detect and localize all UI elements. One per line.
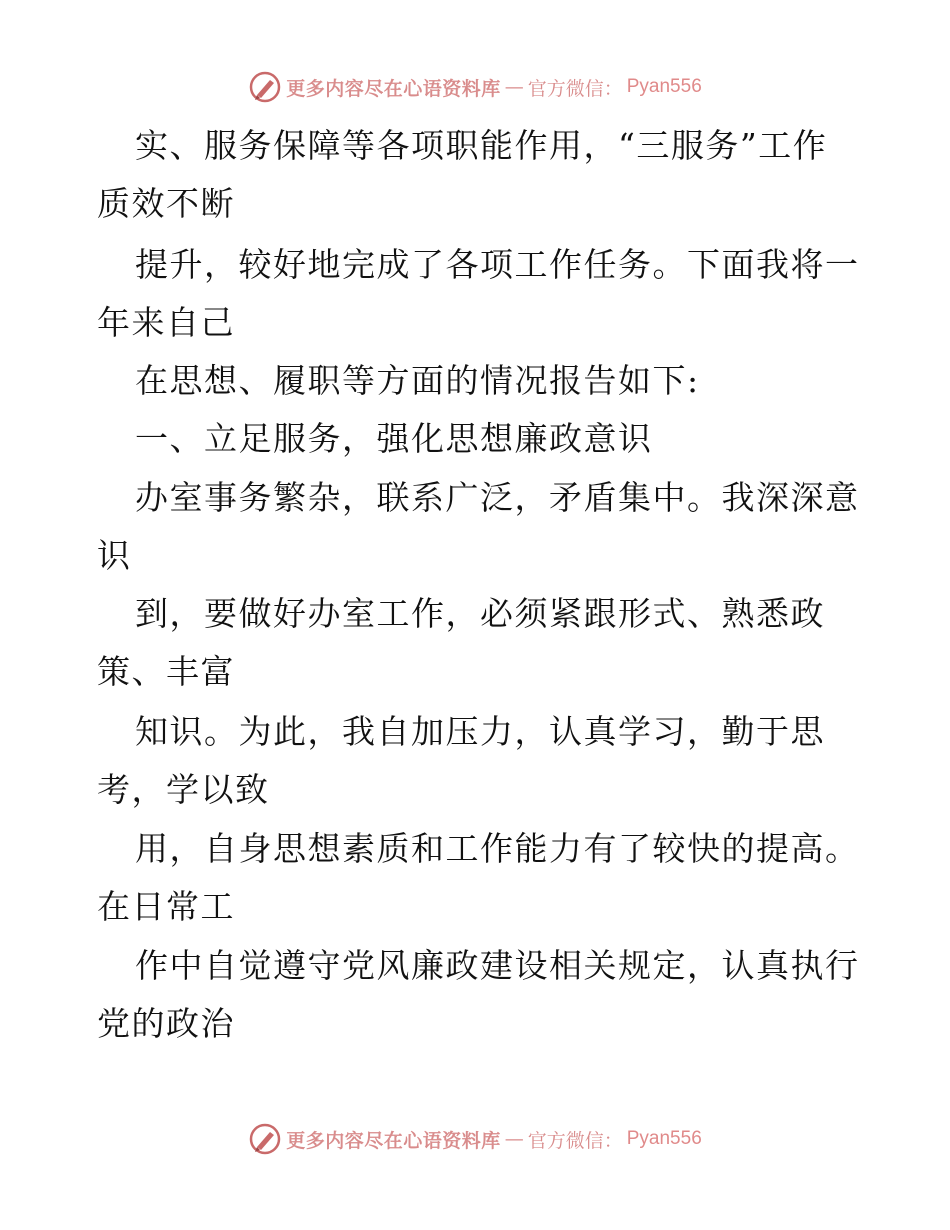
paragraph-line: 在思想、履职等方面的情况报告如下: [135,361,700,400]
banner-separator: — [504,76,524,98]
pen-logo-icon [248,70,282,104]
paragraph-line: 作中自觉遵守党风廉政建设相关规定，认真执行 [135,946,860,985]
paragraph-line: 用，自身思想素质和工作能力有了较快的提高。 [135,829,860,868]
paragraph-line: 党的政治 [97,1004,235,1043]
header-watermark-banner [0,70,950,104]
paragraph-line: 考，学以致 [97,770,270,809]
paragraph-line: 质效不断 [97,184,235,223]
pen-logo-icon [248,1122,282,1156]
paragraph-line: 在日常工 [97,887,235,926]
banner-brand-text: 更多内容尽在心语资料库 [286,1129,501,1152]
paragraph-line: 知识。为此，我自加压力，认真学习，勤于思 [135,712,825,751]
banner-separator: — [504,1128,524,1150]
paragraph-line: 实、服务保障等各项职能作用，“三服务”工作 [135,126,828,165]
paragraph-line: 年来自己 [97,303,235,342]
banner-brand-text: 更多内容尽在心语资料库 [286,77,501,100]
banner-wechat-label: 官方微信： [527,77,623,100]
paragraph-line: 到，要做好办室工作，必须紧跟形式、熟悉政 [135,594,825,633]
paragraph-line: 策、丰富 [97,652,235,691]
paragraph-line: 识 [97,536,132,575]
banner-wechat-id: Pyan556 [626,1128,702,1149]
paragraph-line: 办室事务繁杂，联系广泛，矛盾集中。我深深意 [135,478,860,517]
paragraph-line: 提升，较好地完成了各项工作任务。下面我将一 [135,245,860,284]
section-heading: 一、立足服务，强化思想廉政意识 [135,419,653,458]
banner-wechat-id: Pyan556 [626,76,702,97]
banner-wechat-label: 官方微信： [527,1129,623,1152]
footer-watermark-banner [0,1122,950,1156]
